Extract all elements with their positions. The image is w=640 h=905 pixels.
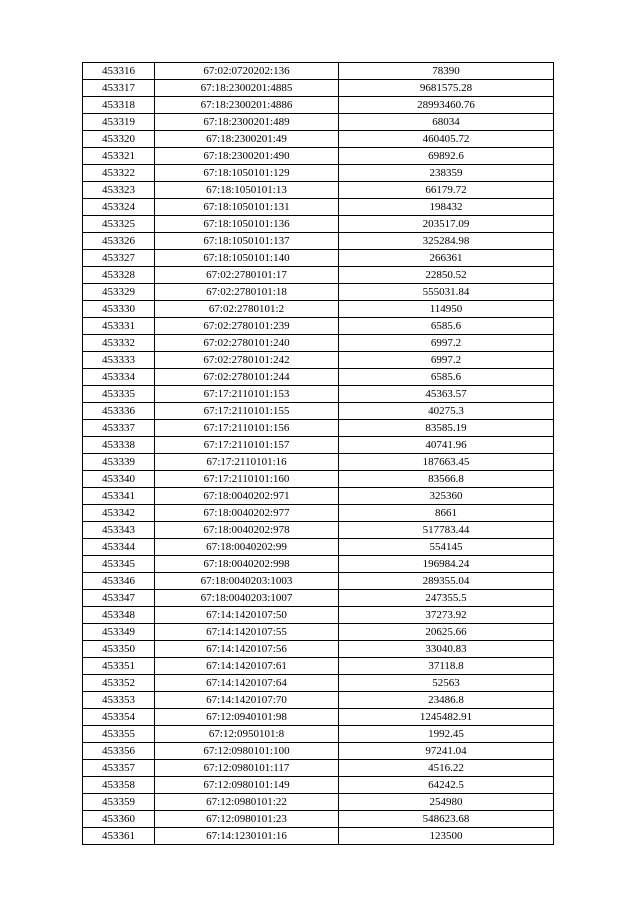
value-cell: 8661 [339,505,554,522]
value-cell: 68034 [339,114,554,131]
table-row [83,556,554,573]
cadastral-number-cell: 67:02:2780101:242 [155,352,339,369]
table-row [83,386,554,403]
table-row [83,522,554,539]
row-number-cell: 453353 [83,692,155,709]
table-row [83,131,554,148]
table-row [83,794,554,811]
row-number-cell: 453336 [83,403,155,420]
table-row [83,335,554,352]
records-table [82,62,554,845]
cadastral-number-cell: 67:14:1420107:70 [155,692,339,709]
cadastral-number-cell: 67:18:0040202:998 [155,556,339,573]
cadastral-number-cell: 67:14:1230101:16 [155,828,339,845]
value-cell: 78390 [339,63,554,80]
table-row [83,403,554,420]
table-row [83,760,554,777]
value-cell: 37273.92 [339,607,554,624]
row-number-cell: 453352 [83,675,155,692]
cadastral-number-cell: 67:18:2300201:489 [155,114,339,131]
row-number-cell: 453343 [83,522,155,539]
cadastral-number-cell: 67:18:2300201:4886 [155,97,339,114]
value-cell: 40275.3 [339,403,554,420]
table-row [83,641,554,658]
cadastral-number-cell: 67:18:1050101:136 [155,216,339,233]
cadastral-number-cell: 67:18:0040202:978 [155,522,339,539]
value-cell: 64242.5 [339,777,554,794]
cadastral-number-cell: 67:17:2110101:156 [155,420,339,437]
row-number-cell: 453317 [83,80,155,97]
cadastral-number-cell: 67:18:0040202:977 [155,505,339,522]
cadastral-number-cell: 67:18:1050101:137 [155,233,339,250]
cadastral-number-cell: 67:02:2780101:244 [155,369,339,386]
value-cell: 97241.04 [339,743,554,760]
cadastral-number-cell: 67:12:0980101:117 [155,760,339,777]
value-cell: 247355.5 [339,590,554,607]
cadastral-number-cell: 67:02:2780101:2 [155,301,339,318]
value-cell: 1245482.91 [339,709,554,726]
table-row [83,199,554,216]
row-number-cell: 453335 [83,386,155,403]
value-cell: 6997.2 [339,335,554,352]
table-row [83,692,554,709]
row-number-cell: 453325 [83,216,155,233]
row-number-cell: 453351 [83,658,155,675]
cadastral-number-cell: 67:02:2780101:239 [155,318,339,335]
row-number-cell: 453357 [83,760,155,777]
table-row [83,352,554,369]
cadastral-number-cell: 67:02:0720202:136 [155,63,339,80]
cadastral-number-cell: 67:02:2780101:240 [155,335,339,352]
value-cell: 325360 [339,488,554,505]
table-row [83,318,554,335]
cadastral-number-cell: 67:12:0980101:22 [155,794,339,811]
cadastral-number-cell: 67:12:0980101:100 [155,743,339,760]
table-row [83,828,554,845]
row-number-cell: 453355 [83,726,155,743]
records-table-body [83,63,554,845]
cadastral-number-cell: 67:17:2110101:16 [155,454,339,471]
value-cell: 266361 [339,250,554,267]
cadastral-number-cell: 67:17:2110101:155 [155,403,339,420]
cadastral-number-cell: 67:14:1420107:64 [155,675,339,692]
cadastral-number-cell: 67:12:0980101:149 [155,777,339,794]
value-cell: 6997.2 [339,352,554,369]
row-number-cell: 453341 [83,488,155,505]
cadastral-number-cell: 67:18:2300201:49 [155,131,339,148]
row-number-cell: 453316 [83,63,155,80]
row-number-cell: 453360 [83,811,155,828]
row-number-cell: 453319 [83,114,155,131]
value-cell: 66179.72 [339,182,554,199]
table-row [83,471,554,488]
cadastral-number-cell: 67:18:0040202:971 [155,488,339,505]
table-row [83,573,554,590]
cadastral-number-cell: 67:18:2300201:4885 [155,80,339,97]
row-number-cell: 453347 [83,590,155,607]
row-number-cell: 453349 [83,624,155,641]
table-row [83,726,554,743]
value-cell: 114950 [339,301,554,318]
row-number-cell: 453331 [83,318,155,335]
value-cell: 9681575.28 [339,80,554,97]
row-number-cell: 453340 [83,471,155,488]
row-number-cell: 453332 [83,335,155,352]
row-number-cell: 453361 [83,828,155,845]
table-row [83,250,554,267]
table-row [83,709,554,726]
value-cell: 37118.8 [339,658,554,675]
value-cell: 123500 [339,828,554,845]
table-row [83,233,554,250]
row-number-cell: 453342 [83,505,155,522]
table-row [83,777,554,794]
row-number-cell: 453324 [83,199,155,216]
row-number-cell: 453350 [83,641,155,658]
row-number-cell: 453346 [83,573,155,590]
table-row [83,607,554,624]
value-cell: 548623.68 [339,811,554,828]
value-cell: 69892.6 [339,148,554,165]
row-number-cell: 453345 [83,556,155,573]
row-number-cell: 453359 [83,794,155,811]
cadastral-number-cell: 67:14:1420107:56 [155,641,339,658]
value-cell: 52563 [339,675,554,692]
value-cell: 83566.8 [339,471,554,488]
table-row [83,590,554,607]
row-number-cell: 453356 [83,743,155,760]
value-cell: 289355.04 [339,573,554,590]
table-row [83,216,554,233]
table-row [83,63,554,80]
cadastral-number-cell: 67:18:0040202:99 [155,539,339,556]
row-number-cell: 453329 [83,284,155,301]
value-cell: 6585.6 [339,369,554,386]
value-cell: 6585.6 [339,318,554,335]
row-number-cell: 453326 [83,233,155,250]
row-number-cell: 453333 [83,352,155,369]
row-number-cell: 453328 [83,267,155,284]
table-row [83,97,554,114]
cadastral-number-cell: 67:18:1050101:13 [155,182,339,199]
table-row [83,743,554,760]
table-row [83,437,554,454]
row-number-cell: 453322 [83,165,155,182]
value-cell: 4516.22 [339,760,554,777]
cadastral-number-cell: 67:14:1420107:50 [155,607,339,624]
table-row [83,267,554,284]
table-row [83,420,554,437]
table-row [83,182,554,199]
table-row [83,80,554,97]
value-cell: 23486.8 [339,692,554,709]
cadastral-number-cell: 67:12:0940101:98 [155,709,339,726]
cadastral-number-cell: 67:14:1420107:61 [155,658,339,675]
value-cell: 460405.72 [339,131,554,148]
cadastral-number-cell: 67:18:0040203:1007 [155,590,339,607]
cadastral-number-cell: 67:02:2780101:18 [155,284,339,301]
value-cell: 45363.57 [339,386,554,403]
value-cell: 554145 [339,539,554,556]
value-cell: 187663.45 [339,454,554,471]
value-cell: 198432 [339,199,554,216]
row-number-cell: 453338 [83,437,155,454]
table-row [83,454,554,471]
value-cell: 238359 [339,165,554,182]
cadastral-number-cell: 67:14:1420107:55 [155,624,339,641]
value-cell: 40741.96 [339,437,554,454]
value-cell: 555031.84 [339,284,554,301]
table-row [83,539,554,556]
table-row [83,369,554,386]
row-number-cell: 453344 [83,539,155,556]
table-row [83,811,554,828]
value-cell: 254980 [339,794,554,811]
value-cell: 1992.45 [339,726,554,743]
table-row [83,114,554,131]
value-cell: 196984.24 [339,556,554,573]
row-number-cell: 453334 [83,369,155,386]
value-cell: 517783.44 [339,522,554,539]
value-cell: 20625.66 [339,624,554,641]
cadastral-number-cell: 67:18:2300201:490 [155,148,339,165]
row-number-cell: 453323 [83,182,155,199]
cadastral-number-cell: 67:18:0040203:1003 [155,573,339,590]
table-row [83,624,554,641]
table-row [83,301,554,318]
table-row [83,675,554,692]
row-number-cell: 453318 [83,97,155,114]
row-number-cell: 453337 [83,420,155,437]
row-number-cell: 453327 [83,250,155,267]
row-number-cell: 453321 [83,148,155,165]
cadastral-number-cell: 67:17:2110101:160 [155,471,339,488]
cadastral-number-cell: 67:18:1050101:129 [155,165,339,182]
cadastral-number-cell: 67:18:1050101:140 [155,250,339,267]
value-cell: 22850.52 [339,267,554,284]
row-number-cell: 453348 [83,607,155,624]
table-row [83,658,554,675]
table-row [83,488,554,505]
row-number-cell: 453330 [83,301,155,318]
cadastral-number-cell: 67:02:2780101:17 [155,267,339,284]
cadastral-number-cell: 67:12:0950101:8 [155,726,339,743]
cadastral-number-cell: 67:17:2110101:153 [155,386,339,403]
cadastral-number-cell: 67:18:1050101:131 [155,199,339,216]
value-cell: 33040.83 [339,641,554,658]
table-row [83,284,554,301]
row-number-cell: 453354 [83,709,155,726]
table-row [83,165,554,182]
value-cell: 325284.98 [339,233,554,250]
table-row [83,148,554,165]
table-row [83,505,554,522]
cadastral-number-cell: 67:12:0980101:23 [155,811,339,828]
row-number-cell: 453339 [83,454,155,471]
row-number-cell: 453358 [83,777,155,794]
value-cell: 203517.09 [339,216,554,233]
value-cell: 83585.19 [339,420,554,437]
row-number-cell: 453320 [83,131,155,148]
cadastral-number-cell: 67:17:2110101:157 [155,437,339,454]
value-cell: 28993460.76 [339,97,554,114]
